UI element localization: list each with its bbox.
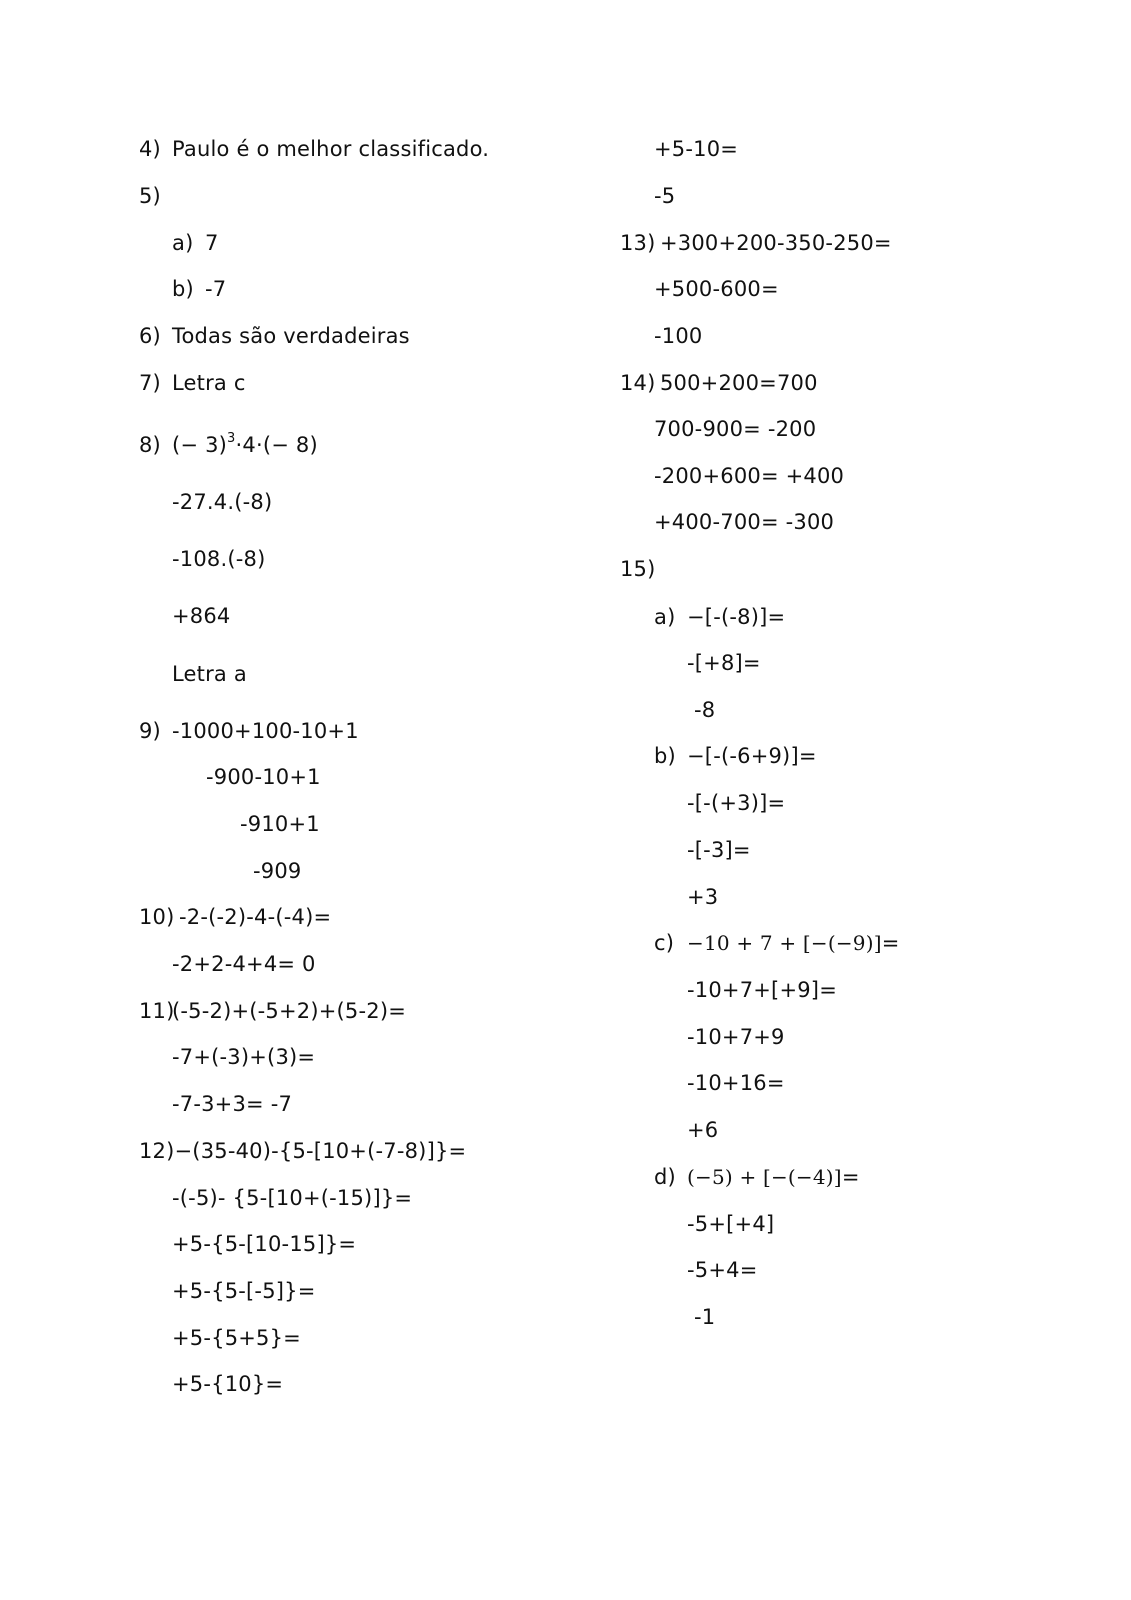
q6-number: 6) [139,324,161,348]
q9-number: 9) [139,719,161,743]
q4-answer: Paulo é o melhor classificado. [172,137,490,161]
q12-number: 12) [139,1139,175,1163]
q15c-equals: = [881,931,900,955]
q9-step-1: -900-10+1 [206,765,321,789]
q9-step-3: -909 [253,859,302,883]
q10 [139,903,332,931]
q8-step-3: +864 [172,604,231,628]
q15c-step-2: -10+7+9 [687,1025,785,1049]
q12-step-3: +5-{5-[-5]}= [172,1279,316,1303]
q7 [139,369,246,397]
q10-expression: -2-(-2)-4-(-4)= [179,905,332,929]
q12-cont-step-2: -5 [654,184,676,208]
q15c-step-4: +6 [687,1118,719,1142]
q13-expression: +300+200-350-250= [660,231,892,255]
q13-step-1: +500-600= [654,277,779,301]
q13-step-2: -100 [654,324,703,348]
q5a [172,229,219,257]
q5a-label: a) [172,231,194,255]
q14-expression: 500+200=700 [660,371,818,395]
q7-answer: Letra c [172,371,246,395]
q14-number: 14) [620,371,656,395]
q4-number: 4) [139,137,161,161]
q11-expression: (-5-2)+(-5+2)+(5-2)= [172,999,407,1023]
q8-expr-exponent: 3 [227,431,236,446]
q8-number: 8) [139,433,161,457]
q12-cont-step-1: +5-10= [654,137,739,161]
q12-step-2: +5-{5-[10-15]}= [172,1232,357,1256]
q9 [139,717,359,745]
q5a-answer: 7 [205,231,219,255]
q10-step-1: -2+2-4+4= 0 [172,952,316,976]
q15d-math: (−5) + [−(−4)] [687,1165,842,1189]
q15a [654,603,786,631]
q15a-step-1: -[+8]= [687,651,761,675]
q15d-step-1: -5+[+4] [687,1212,775,1236]
q15c-step-1: -10+7+[+9]= [687,978,837,1002]
q8-expression [172,431,318,459]
q5b-label: b) [172,277,194,301]
q12 [139,1137,466,1165]
q15c [654,929,900,957]
q15d [654,1163,860,1191]
q15c-math: −10 + 7 + [−(−9)] [687,931,882,955]
q14-step-1: 700-900= -200 [654,417,817,441]
q8-step-2: -108.(-8) [172,547,266,571]
q8-expr-base: (− 3) [172,433,228,457]
q15d-equals: = [841,1165,860,1189]
q15b [654,742,817,770]
q7-number: 7) [139,371,161,395]
q15b-step-1: -[-(+3)]= [687,791,786,815]
q10-number: 10) [139,905,175,929]
q15d-step-3: -1 [694,1305,716,1329]
q11-step-2: -7-3+3= -7 [172,1092,293,1116]
q4 [139,135,490,163]
q11-step-1: -7+(-3)+(3)= [172,1045,316,1069]
q9-step-2: -910+1 [240,812,320,836]
q8-expr-rest: ·4·(− 8) [235,433,318,457]
q8-step-4: Letra a [172,662,247,686]
q9-expression: -1000+100-10+1 [172,719,359,743]
q15d-expression [687,1163,860,1191]
q11-number: 11) [139,999,175,1023]
q12-step-4: +5-{5+5}= [172,1326,301,1350]
q15c-step-3: -10+16= [687,1071,785,1095]
q15c-label: c) [654,931,675,955]
q15d-step-2: -5+4= [687,1258,758,1282]
q15-number: 15) [620,557,656,581]
q15b-step-2: -[-3]= [687,838,751,862]
q13-number: 13) [620,231,656,255]
q12-expression: −(35-40)-{5-[10+(-7-8)]}= [174,1139,467,1163]
q14 [620,369,818,397]
q6-answer: Todas são verdadeiras [172,324,410,348]
q15a-expression: −[-(-8)]= [687,605,786,629]
q15c-expression [687,929,900,957]
q6 [139,322,410,350]
q15b-expression: −[-(-6+9)]= [687,744,817,768]
q13 [620,229,892,257]
q8 [139,431,318,459]
q5-number: 5) [139,184,161,208]
q12-step-5: +5-{10}= [172,1372,284,1396]
q14-step-2: -200+600= +400 [654,464,845,488]
q12-step-1: -(-5)- {5-[10+(-15)]}= [172,1186,413,1210]
q15a-step-2: -8 [694,698,716,722]
q5b [172,275,227,303]
q14-step-3: +400-700= -300 [654,510,835,534]
q11 [139,997,407,1025]
q15b-step-3: +3 [687,885,719,909]
q15a-label: a) [654,605,676,629]
q8-step-1: -27.4.(-8) [172,490,273,514]
q5b-answer: -7 [205,277,227,301]
q15b-label: b) [654,744,676,768]
q15d-label: d) [654,1165,676,1189]
